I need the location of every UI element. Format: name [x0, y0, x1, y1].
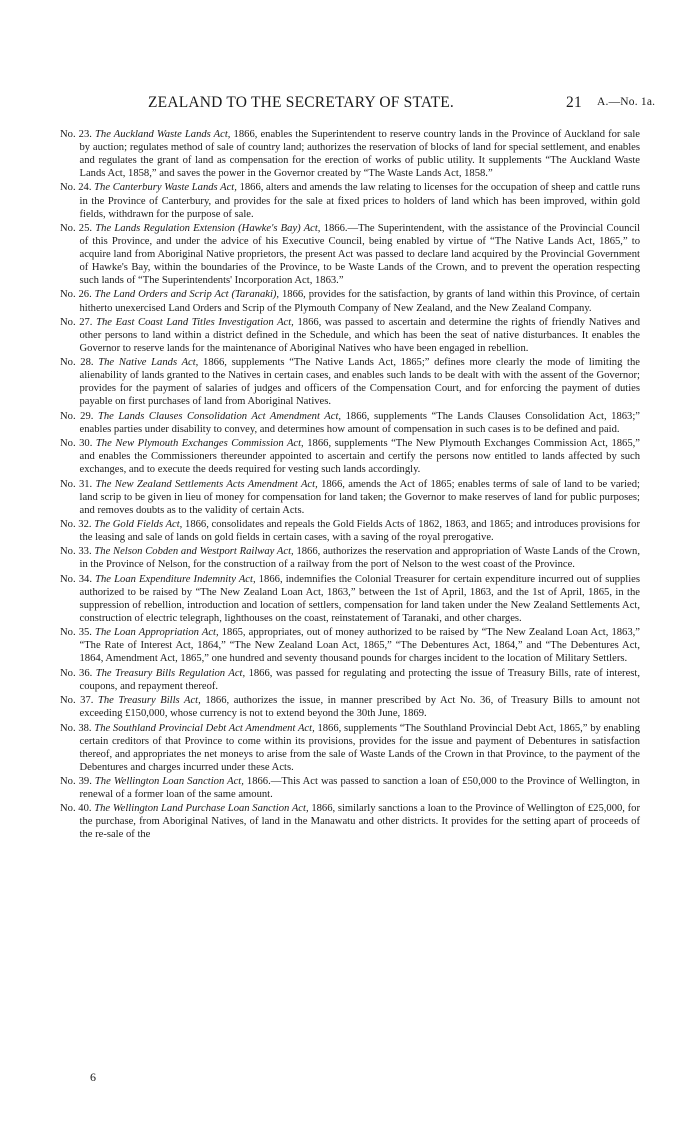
act-description: 1866, consolidates and repeals the Gold Fields Acts of 1862, 1863, and 1865; and introduces provisions for the leasing and sale of lands on gold fields in certain cases, with a saving of the royal prerogative.	[79, 519, 640, 544]
act-entry	[60, 722, 640, 774]
act-number: No. 36.	[60, 667, 93, 679]
act-description: 1866.—The Superintendent, with the assistance of the Provincial Council of this Province, and under the advice of his Executive Council, being enabled by virtue of “The Native Lands Act, 1865,” to acquire land from Aboriginal Native proprietors, the present Act was passed to declare land acquired by the Provincial Government of Hawke's Bay, within the boundaries of the Province, to be Waste Lands of the Crown, and to prevent the operation respecting such lands of “The Superintendents' Incorporation Act, 1863.”	[79, 222, 640, 287]
act-entry	[60, 222, 640, 287]
act-title: The Lands Regulation Extension (Hawke's Bay) Act,	[95, 222, 321, 234]
act-number: No. 26.	[60, 289, 92, 301]
running-header	[0, 94, 700, 114]
act-title: The Canterbury Waste Lands Act,	[94, 182, 237, 194]
act-title: The Southland Provincial Debt Act Amendment Act,	[94, 722, 315, 734]
act-title: The Treasury Bills Act,	[97, 695, 201, 707]
act-description: 1866.—This Act was passed to sanction a loan of £50,000 to the Province of Wellington, in renewal of a former loan of the same amount.	[79, 776, 640, 801]
act-description: 1866, amends the Act of 1865; enables terms of sale of land to be varied; land scrip to be given in lieu of money for compensation for land taken; the Governor to make reserves of land for public purposes; and removes doubts as to the validity of certain Acts.	[79, 478, 640, 516]
act-entry	[60, 775, 640, 801]
act-title: The Nelson Cobden and Westport Railway Act,	[94, 546, 294, 558]
act-description: 1866, provides for the satisfaction, by grants of land within this Province, of certain hitherto unexercised Land Orders and Scrip of the Plymouth Company of New Zealand, and the New Zealand Company.	[79, 289, 640, 314]
act-number: No. 35.	[60, 627, 92, 639]
act-description: 1866, supplements “The Native Lands Act, 1865;” defines more clearly the mode of limiting the alienability of lands granted to the Natives in certain cases, and enables such lands to be dealt with with the assent of the Governor; provides for the payment of salaries of judges and officers of the Compensation Court, and for enforcing the payment of duties payable on first purchases of land from Aboriginal Natives.	[79, 357, 640, 408]
act-description: 1865, appropriates, out of money authorized to be raised by “The New Zealand Loan Act, 1863,” “The Rate of Interest Act, 1864,” “The New Zealand Loan Act, 1865,” “The Debentures Act, 1864,” and “The Debentures Act, 1864, Amendment Act, 1865,” one hundred and seventy thousand pounds for charges incident to the location of Military Settlers.	[79, 627, 640, 665]
act-number: No. 38.	[60, 722, 92, 734]
act-number: No. 30.	[60, 438, 93, 450]
act-number: No. 32.	[60, 519, 92, 531]
act-description: 1866, supplements “The New Plymouth Exchanges Commission Act, 1865,” and enables the Commissioners thereunder appointed to ascertain and certify the persons now entitled to lands affected by such exchanges, and to execute the deeds required for vesting such lands accordingly.	[79, 438, 640, 476]
act-description: 1866, was passed to ascertain and determine the rights of friendly Natives and other persons to land within a district defined in the Schedule, and which has been the seat of native disturbances. It enables the Governor to reserve lands for the maintenance of Aboriginal Natives who have been engaged in rebellion.	[79, 316, 640, 354]
act-entry	[60, 410, 640, 436]
act-title: The Gold Fields Act,	[94, 519, 183, 531]
act-entry	[60, 181, 640, 220]
act-number: No. 23.	[60, 129, 92, 140]
act-number: No. 24.	[60, 182, 92, 194]
act-description: 1866, authorizes the reservation and appropriation of Waste Lands of the Crown, in the Province of Nelson, for the construction of a railway from the port of Nelson to the west coast of the Province.	[79, 546, 640, 571]
act-title: The Lands Clauses Consolidation Act Amendment Act,	[97, 410, 342, 422]
printer-signature: 6	[90, 1070, 96, 1084]
act-entry	[60, 316, 640, 355]
act-entry	[60, 802, 640, 841]
page-number: 21	[566, 94, 582, 111]
act-description: 1866, supplements “The Southland Provincial Debt Act, 1865,” by enabling certain creditors of that Province to come within its provisions, provides for the issue and payment of Debentures in satisfaction thereof, and appropriates the net moneys to arise from the sale of Waste Lands of the Crown in that Province, to the payment of the Debentures and charges incurred under these Acts.	[79, 722, 640, 773]
act-title: The Native Lands Act,	[98, 357, 199, 369]
acts-list	[60, 128, 640, 843]
act-number: No. 37.	[60, 695, 94, 707]
act-title: The Wellington Land Purchase Loan Sanction Act,	[94, 803, 309, 815]
act-description: 1866, enables the Superintendent to reserve country lands in the Province of Auckland for sale by auction; regulates method of sale of country land; authorizes the reservation of blocks of land for special settlement, and enables and regulates the grant of land as compensation for the erection of works of public utility. It supplements “The Auckland Waste Lands Act, 1858,” and saves the power in the Governor created by “The Waste Lands Act, 1858.”	[79, 129, 640, 180]
act-entry	[60, 667, 640, 693]
act-title: The Auckland Waste Lands Act,	[95, 129, 231, 140]
act-entry	[60, 573, 640, 625]
act-number: No. 28.	[60, 357, 94, 369]
act-title: The Land Orders and Scrip Act (Taranaki),	[94, 289, 280, 301]
act-number: No. 29.	[60, 410, 94, 422]
act-description: 1866, was passed for regulating and protecting the issue of Treasury Bills, rate of interest, coupons, and repayment thereof.	[79, 667, 640, 692]
act-number: No. 25.	[60, 222, 93, 234]
act-number: No. 33.	[60, 546, 92, 558]
act-entry	[60, 518, 640, 544]
act-number: No. 34.	[60, 573, 92, 585]
act-title: The East Coast Land Titles Investigation Act,	[96, 316, 294, 328]
act-number: No. 31.	[60, 478, 93, 490]
act-title: The Loan Expenditure Indemnity Act,	[95, 573, 256, 585]
act-title: The Loan Appropriation Act,	[95, 627, 219, 639]
act-title: The Treasury Bills Regulation Act,	[95, 667, 246, 679]
act-entry	[60, 626, 640, 665]
act-entry	[60, 128, 640, 180]
act-entry	[60, 478, 640, 517]
act-entry	[60, 437, 640, 476]
act-title: The New Plymouth Exchanges Commission Act,	[95, 438, 304, 450]
act-title: The New Zealand Settlements Acts Amendment Act,	[95, 478, 318, 490]
act-number: No. 27.	[60, 316, 93, 328]
act-description: 1866, indemnifies the Colonial Treasurer for certain expenditure incurred out of supplies authorized to be raised by “The New Zealand Loan Act, 1863,” between the 1st of April, 1863, and the 1st of April, 1865, in the suppression of rebellion, introduction and location of settlers, compensation for land taken under the New Zealand Settlements Act, construction of electric telegraph, lighthouses on the coast, reinstatement of Taranaki, and other charges.	[79, 573, 640, 624]
act-entry	[60, 356, 640, 408]
act-entry	[60, 545, 640, 571]
act-description: 1866, supplements “The Lands Clauses Consolidation Act, 1863;” enables parties under disability to convey, and determines how amount of compensation in such cases is to be defined and paid.	[79, 410, 640, 435]
act-description: 1866, authorizes the issue, in manner prescribed by Act No. 36, of Treasury Bills to amount not exceeding £150,000, whose currency is not to extend beyond the 30th June, 1869.	[79, 695, 640, 720]
act-number: No. 40.	[60, 803, 92, 815]
act-description: 1866, alters and amends the law relating to licenses for the occupation of sheep and cattle runs in the Province of Canterbury, and provides for the sale at fixed prices to holders of land which has been improved, within gold fields, withdrawn for the purpose of sale.	[79, 182, 640, 220]
document-reference: A.—No. 1a.	[597, 96, 656, 108]
page-title: ZEALAND TO THE SECRETARY OF STATE.	[148, 94, 455, 111]
act-entry	[60, 694, 640, 720]
act-description: 1866, similarly sanctions a loan to the Province of Wellington of £25,000, for the purchase, from Aboriginal Natives, of land in the Manawatu and other districts. It provides for the setting apart of proceeds of the re-sale of the	[79, 803, 640, 841]
act-title: The Wellington Loan Sanction Act,	[94, 776, 244, 787]
act-number: No. 39.	[60, 776, 92, 787]
act-entry	[60, 288, 640, 314]
